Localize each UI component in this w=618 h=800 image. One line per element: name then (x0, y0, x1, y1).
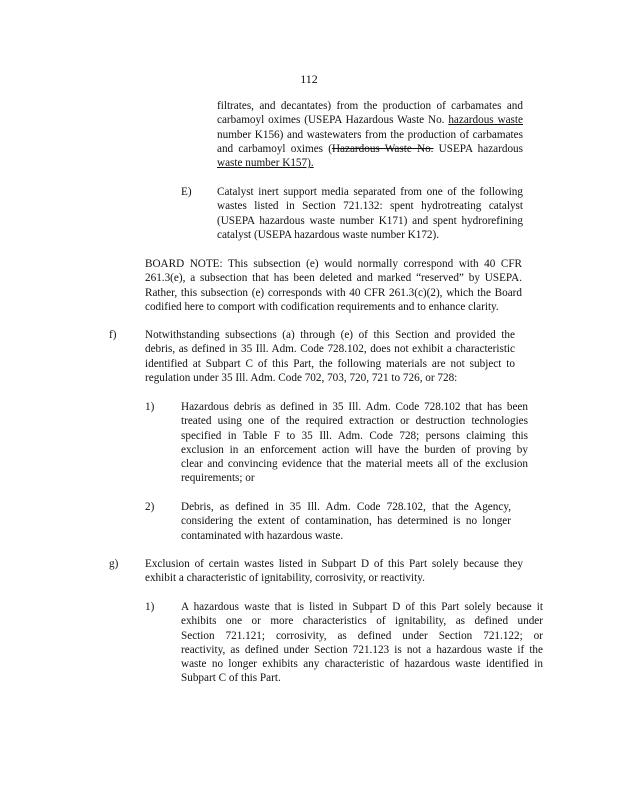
text-line: clear and convincing evidence that the material meets all of the exclusion (181, 458, 528, 471)
item-g1-text (181, 600, 543, 686)
text-line: Notwithstanding subsections (a) through (e) of this Section and provided the (145, 329, 515, 341)
text-line: waste no longer exhibits any characteristic of hazardous waste identified in (181, 658, 543, 671)
item-e-text (217, 185, 523, 242)
text-segment: USEPA hazardous (438, 142, 523, 155)
text-line: waste number K157). (217, 157, 314, 170)
deleted-text: Hazardous Waste No. (331, 142, 434, 155)
item-d-continuation (217, 99, 523, 170)
text-line: exclusion in an enforcement action will have the burden of proving by (181, 443, 528, 456)
text-line: Hazardous debris as defined in 35 Ill. Adm. Code 728.102 that has been (181, 401, 528, 413)
text-line: regulation under 35 Ill. Adm. Code 702, 703, 720, 721 to 726, or 728: (145, 371, 458, 384)
text-line: (USEPA hazardous waste number K171) and spent hydrorefining (217, 214, 523, 227)
text-line: Exclusion of certain wastes listed in Subpart D of this Part solely because they (145, 558, 523, 570)
inserted-text: hazardous waste (448, 114, 523, 127)
text-line (217, 113, 523, 127)
item-f1-label: 1) (145, 401, 155, 413)
text-line: Section 721.121; corrosivity, as defined under Section 721.122; or (181, 629, 543, 642)
text-line: treated using one of the required extraction or destruction technologies (181, 415, 528, 428)
item-f2-label: 2) (145, 501, 155, 513)
text-line: 261.3(e), a subsection that has been deleted and marked “reserved” by USEPA. (145, 272, 522, 285)
board-note (145, 257, 522, 314)
text-line: A hazardous waste that is listed in Subpart D of this Part solely because it (181, 601, 543, 613)
text-line: wastes listed in Section 721.132: spent hydrotreating catalyst (217, 200, 523, 213)
text-line: Debris, as defined in 35 Ill. Adm. Code 728.102, that the Agency, (181, 501, 511, 513)
text-line: reactivity, as defined under Section 721.123 is not a hazardous waste if the (181, 643, 543, 656)
text-segment: and carbamoyl oximes ( (217, 142, 332, 155)
item-g1-label: 1) (145, 601, 155, 613)
text-line: Rather, this subsection (e) corresponds with 40 CFR 261.3(c)(2), which the Board (145, 286, 522, 299)
text-line: exhibits one or more characteristics of ignitability, as defined under (181, 615, 543, 628)
text-line: debris, as defined in 35 Ill. Adm. Code 728.102, does not exhibit a characteristic (145, 343, 515, 356)
text-line: number K156) and wastewaters from the production of carbamates (217, 128, 523, 141)
text-line: contaminated with hazardous waste. (181, 529, 344, 542)
text-line: catalyst (USEPA hazardous waste number K172). (217, 228, 440, 241)
item-e-label: E) (181, 186, 192, 198)
text-line: Catalyst inert support media separated from one of the following (217, 186, 523, 198)
text-line: codified here to comport with codification requirements and to enhance clarity. (145, 300, 499, 313)
text-line: identified at Subpart C of this Part, the following materials are not subject to (145, 357, 515, 370)
text-line: BOARD NOTE: This subsection (e) would normally correspond with 40 CFR (145, 258, 522, 270)
text-line: specified in Table F to 35 Ill. Adm. Code 728; persons claiming this (181, 429, 528, 442)
text-line: filtrates, and decantates) from the production of carbamates and (217, 100, 523, 112)
item-f2-text (181, 500, 511, 543)
page-number: 112 (300, 72, 318, 86)
text-line: exhibit a characteristic of ignitability, corrosivity, or reactivity. (145, 572, 425, 585)
item-f1-text (181, 400, 528, 486)
text-segment: carbamoyl oximes (USEPA Hazardous Waste No. (217, 114, 449, 127)
text-line (217, 142, 523, 156)
text-line: Subpart C of this Part. (181, 672, 281, 685)
item-g-text (145, 557, 523, 586)
item-f-text (145, 328, 515, 385)
text-line: requirements; or (181, 472, 255, 485)
item-g-label: g) (109, 558, 119, 570)
item-f-label: f) (109, 329, 117, 341)
text-line: considering the extent of contamination, has determined is no longer (181, 515, 511, 528)
